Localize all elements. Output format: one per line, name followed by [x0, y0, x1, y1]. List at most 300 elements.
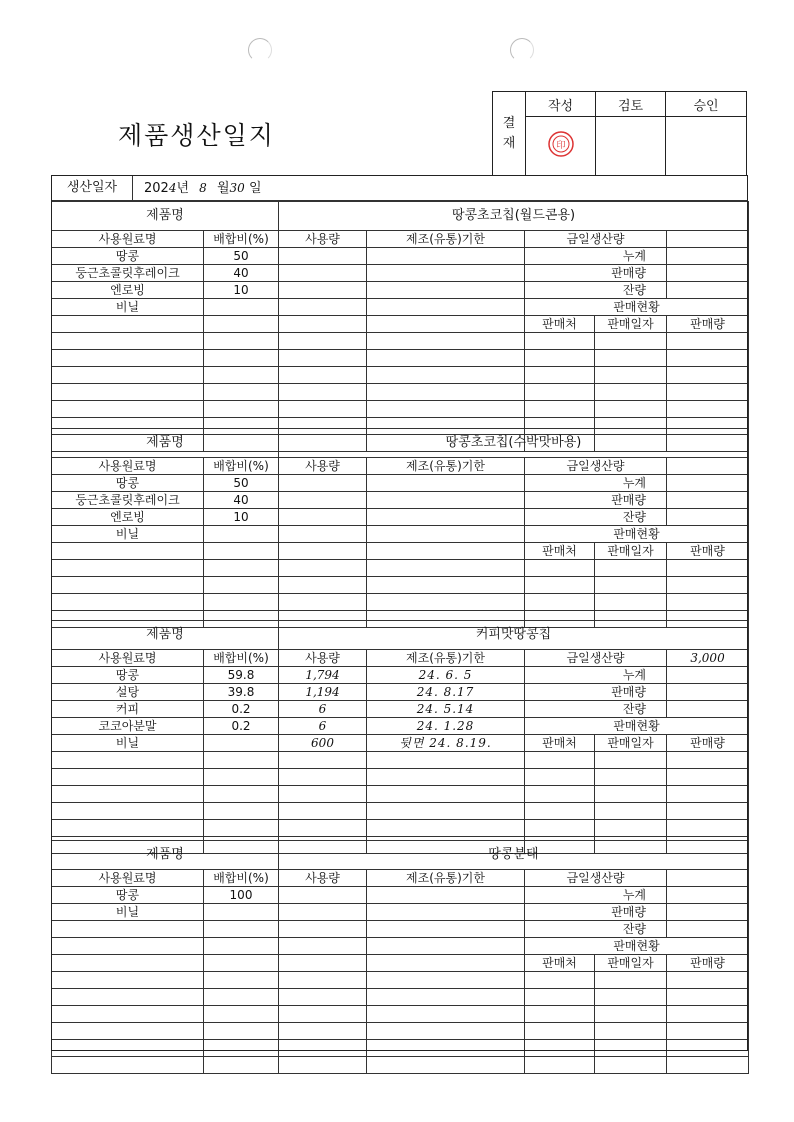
material-usage[interactable]: [279, 333, 367, 350]
cumulative-label: 누계: [525, 475, 667, 492]
daily-production-label: 금일생산량: [525, 231, 667, 248]
sale-qty-cell[interactable]: [667, 752, 749, 769]
date-day-unit: 일: [248, 181, 262, 196]
daily-production-value[interactable]: 3,000: [667, 650, 749, 667]
material-name[interactable]: 비닐: [52, 526, 204, 543]
material-usage[interactable]: [279, 526, 367, 543]
table-row: [52, 543, 749, 560]
seller-cell[interactable]: [525, 594, 595, 611]
material-name[interactable]: [52, 955, 204, 972]
material-name[interactable]: [52, 752, 204, 769]
seller-cell[interactable]: [525, 820, 595, 837]
material-name[interactable]: [52, 820, 204, 837]
material-expiry[interactable]: [367, 333, 525, 350]
table-row: [52, 401, 749, 418]
material-expiry[interactable]: [367, 820, 525, 837]
sale-qty-cell[interactable]: [667, 594, 749, 611]
material-ratio[interactable]: [204, 299, 279, 316]
table-row: [52, 820, 749, 837]
sales-status-label: 판매현황: [525, 938, 749, 955]
material-name[interactable]: [52, 594, 204, 611]
material-usage[interactable]: [279, 955, 367, 972]
sale-qty-cell[interactable]: [667, 384, 749, 401]
table-row: [52, 667, 749, 684]
material-expiry[interactable]: [367, 955, 525, 972]
material-ratio[interactable]: [204, 401, 279, 418]
material-expiry[interactable]: [367, 786, 525, 803]
material-ratio[interactable]: [204, 367, 279, 384]
seller-cell[interactable]: [525, 972, 595, 989]
sale-date-cell[interactable]: [595, 803, 667, 820]
sale-qty-cell[interactable]: [667, 989, 749, 1006]
sale-date-cell[interactable]: [595, 752, 667, 769]
material-usage[interactable]: [279, 367, 367, 384]
material-usage[interactable]: [279, 989, 367, 1006]
material-usage[interactable]: [279, 752, 367, 769]
material-ratio[interactable]: 40: [204, 492, 279, 509]
table-row: [52, 492, 749, 509]
material-usage[interactable]: [279, 384, 367, 401]
table-row: [52, 384, 749, 401]
material-expiry[interactable]: [367, 282, 525, 299]
material-ratio[interactable]: 0.2: [204, 701, 279, 718]
material-ratio[interactable]: [204, 938, 279, 955]
material-usage[interactable]: [279, 248, 367, 265]
material-name[interactable]: [52, 1006, 204, 1023]
sale-date-header: 판매일자: [595, 543, 667, 560]
sale-date-cell[interactable]: [595, 384, 667, 401]
product-name-value: 커피맛땅콩칩: [279, 621, 749, 650]
material-ratio[interactable]: [204, 904, 279, 921]
sale-date-cell[interactable]: [595, 972, 667, 989]
material-ratio[interactable]: [204, 316, 279, 333]
material-expiry[interactable]: [367, 475, 525, 492]
material-expiry[interactable]: 24. 6. 5: [367, 667, 525, 684]
material-usage[interactable]: [279, 1057, 367, 1074]
material-expiry[interactable]: [367, 543, 525, 560]
material-name[interactable]: [52, 1023, 204, 1040]
material-name[interactable]: [52, 316, 204, 333]
material-usage[interactable]: 1,194: [279, 684, 367, 701]
table-row: [52, 594, 749, 611]
col-usage: 사용량: [279, 870, 367, 887]
seal-stamp-icon: [546, 129, 576, 159]
sale-date-cell[interactable]: [595, 350, 667, 367]
material-name[interactable]: 땅콩: [52, 475, 204, 492]
summary-value[interactable]: [667, 904, 749, 921]
sale-date-cell[interactable]: [595, 577, 667, 594]
material-expiry[interactable]: [367, 350, 525, 367]
material-expiry[interactable]: [367, 1040, 525, 1057]
material-ratio[interactable]: [204, 786, 279, 803]
seller-cell[interactable]: [525, 560, 595, 577]
table-row: [52, 316, 749, 333]
material-usage[interactable]: [279, 1023, 367, 1040]
material-ratio[interactable]: [204, 384, 279, 401]
sale-qty-cell[interactable]: [667, 1040, 749, 1057]
material-name[interactable]: 둥근초콜릿후레이크: [52, 265, 204, 282]
material-name[interactable]: 둥근초콜릿후레이크: [52, 492, 204, 509]
material-ratio[interactable]: [204, 803, 279, 820]
col-ratio: 배합비(%): [204, 870, 279, 887]
material-usage[interactable]: [279, 904, 367, 921]
material-ratio[interactable]: [204, 1023, 279, 1040]
material-name[interactable]: 땅콩: [52, 667, 204, 684]
production-date-label: 생산일자: [52, 176, 133, 200]
material-expiry[interactable]: [367, 904, 525, 921]
material-name[interactable]: [52, 989, 204, 1006]
sale-date-cell[interactable]: [595, 786, 667, 803]
material-usage[interactable]: [279, 803, 367, 820]
sale-qty-cell[interactable]: [667, 769, 749, 786]
seller-cell[interactable]: [525, 786, 595, 803]
material-expiry[interactable]: [367, 401, 525, 418]
seller-cell[interactable]: [525, 577, 595, 594]
material-name[interactable]: 엔로빙: [52, 282, 204, 299]
sale-qty-cell[interactable]: [667, 786, 749, 803]
material-name[interactable]: 비닐: [52, 735, 204, 752]
table-row: [52, 701, 749, 718]
product-name-label: 제품명: [52, 841, 279, 870]
daily-production-label: 금일생산량: [525, 650, 667, 667]
approval-sign-review: [596, 117, 666, 176]
material-expiry[interactable]: [367, 938, 525, 955]
material-name[interactable]: [52, 1040, 204, 1057]
approval-sign-author: [526, 117, 596, 176]
sale-qty-cell[interactable]: [667, 1006, 749, 1023]
material-expiry[interactable]: [367, 803, 525, 820]
summary-value[interactable]: [667, 509, 749, 526]
product-name-label: 제품명: [52, 621, 279, 650]
table-row: [52, 560, 749, 577]
material-ratio[interactable]: 10: [204, 509, 279, 526]
material-usage[interactable]: [279, 282, 367, 299]
material-ratio[interactable]: 39.8: [204, 684, 279, 701]
material-expiry[interactable]: [367, 1057, 525, 1074]
seller-cell[interactable]: [525, 769, 595, 786]
product-name-label: 제품명: [52, 202, 279, 231]
material-name[interactable]: [52, 938, 204, 955]
sale-qty-cell[interactable]: [667, 560, 749, 577]
sale-date-cell[interactable]: [595, 594, 667, 611]
sale-qty-cell[interactable]: [667, 820, 749, 837]
material-name[interactable]: [52, 577, 204, 594]
summary-value[interactable]: [667, 887, 749, 904]
seller-cell[interactable]: [525, 350, 595, 367]
sale-qty-cell[interactable]: [667, 367, 749, 384]
material-name[interactable]: [52, 367, 204, 384]
material-usage[interactable]: [279, 769, 367, 786]
approval-label-1: 결: [502, 115, 516, 131]
seller-cell[interactable]: [525, 401, 595, 418]
material-usage[interactable]: [279, 509, 367, 526]
sale-date-cell[interactable]: [595, 1006, 667, 1023]
material-usage[interactable]: [279, 577, 367, 594]
material-usage[interactable]: [279, 299, 367, 316]
product-section-2: [51, 428, 749, 628]
col-usage: 사용량: [279, 458, 367, 475]
material-ratio[interactable]: [204, 1040, 279, 1057]
material-expiry[interactable]: [367, 560, 525, 577]
material-ratio[interactable]: 59.8: [204, 667, 279, 684]
approval-col-approve: 승인: [666, 92, 747, 117]
table-row: [52, 333, 749, 350]
material-expiry[interactable]: [367, 887, 525, 904]
table-row: [52, 955, 749, 972]
material-name[interactable]: 커피: [52, 701, 204, 718]
date-year-hw: 4: [168, 181, 177, 195]
col-raw-material: 사용원료명: [52, 650, 204, 667]
material-name[interactable]: [52, 350, 204, 367]
material-ratio[interactable]: [204, 769, 279, 786]
material-ratio[interactable]: [204, 1057, 279, 1074]
material-expiry[interactable]: [367, 1006, 525, 1023]
date-year-unit: 년: [176, 181, 190, 196]
material-name[interactable]: 설탕: [52, 684, 204, 701]
table-row: [52, 1023, 749, 1040]
sales-volume-label: 판매량: [525, 492, 667, 509]
material-expiry[interactable]: [367, 921, 525, 938]
material-name[interactable]: [52, 1057, 204, 1074]
material-ratio[interactable]: 50: [204, 248, 279, 265]
material-usage[interactable]: [279, 543, 367, 560]
material-ratio[interactable]: [204, 560, 279, 577]
sale-date-cell[interactable]: [595, 989, 667, 1006]
summary-value[interactable]: [667, 701, 749, 718]
sale-qty-cell[interactable]: [667, 577, 749, 594]
material-ratio[interactable]: 10: [204, 282, 279, 299]
material-usage[interactable]: [279, 820, 367, 837]
product-section-3: [51, 620, 749, 854]
summary-value[interactable]: [667, 684, 749, 701]
sale-date-cell[interactable]: [595, 769, 667, 786]
sale-date-cell[interactable]: [595, 333, 667, 350]
material-usage[interactable]: 6: [279, 701, 367, 718]
material-usage[interactable]: [279, 921, 367, 938]
sale-qty-cell[interactable]: [667, 803, 749, 820]
material-ratio[interactable]: [204, 752, 279, 769]
sale-qty-cell[interactable]: [667, 333, 749, 350]
material-usage[interactable]: [279, 1040, 367, 1057]
material-expiry[interactable]: 24. 1.28: [367, 718, 525, 735]
material-usage[interactable]: [279, 972, 367, 989]
sale-date-cell[interactable]: [595, 1023, 667, 1040]
material-name[interactable]: [52, 560, 204, 577]
table-row: [52, 248, 749, 265]
material-expiry[interactable]: [367, 509, 525, 526]
material-ratio[interactable]: 100: [204, 887, 279, 904]
material-ratio[interactable]: [204, 921, 279, 938]
daily-production-value[interactable]: [667, 458, 749, 475]
material-usage[interactable]: [279, 594, 367, 611]
table-row: [52, 265, 749, 282]
material-usage[interactable]: [279, 350, 367, 367]
material-ratio[interactable]: [204, 1006, 279, 1023]
material-expiry[interactable]: [367, 492, 525, 509]
sale-qty-header: 판매량: [667, 543, 749, 560]
material-usage[interactable]: [279, 265, 367, 282]
material-ratio[interactable]: [204, 333, 279, 350]
material-ratio[interactable]: [204, 543, 279, 560]
material-usage[interactable]: [279, 401, 367, 418]
material-name[interactable]: [52, 384, 204, 401]
product-section-4: [51, 840, 749, 1074]
seller-cell[interactable]: [525, 989, 595, 1006]
sale-qty-cell[interactable]: [667, 1023, 749, 1040]
approval-col-author: 작성: [526, 92, 596, 117]
seller-cell[interactable]: [525, 384, 595, 401]
seller-cell[interactable]: [525, 333, 595, 350]
production-date-value: [144, 176, 262, 200]
material-name[interactable]: [52, 543, 204, 560]
sale-date-cell[interactable]: [595, 820, 667, 837]
table-row: [52, 475, 749, 492]
daily-production-value[interactable]: [667, 231, 749, 248]
sale-qty-cell[interactable]: [667, 401, 749, 418]
material-expiry[interactable]: 뒷면 24. 8.19.: [367, 735, 525, 752]
material-expiry[interactable]: [367, 594, 525, 611]
sale-qty-cell[interactable]: [667, 350, 749, 367]
summary-value[interactable]: [667, 492, 749, 509]
summary-value[interactable]: [667, 921, 749, 938]
material-name[interactable]: [52, 786, 204, 803]
material-expiry[interactable]: [367, 265, 525, 282]
sale-date-cell[interactable]: [595, 401, 667, 418]
material-expiry[interactable]: [367, 248, 525, 265]
seller-cell[interactable]: [525, 1023, 595, 1040]
daily-production-label: 금일생산량: [525, 458, 667, 475]
seller-cell[interactable]: [525, 803, 595, 820]
daily-production-label: 금일생산량: [525, 870, 667, 887]
sale-date-cell[interactable]: [595, 1040, 667, 1057]
daily-production-value[interactable]: [667, 870, 749, 887]
material-usage[interactable]: 600: [279, 735, 367, 752]
table-row: [52, 526, 749, 543]
material-usage[interactable]: [279, 560, 367, 577]
table-row: [52, 1057, 749, 1074]
material-name[interactable]: [52, 333, 204, 350]
binder-hole-right: [510, 38, 534, 62]
material-name[interactable]: 코코아분말: [52, 718, 204, 735]
seller-cell[interactable]: [525, 1006, 595, 1023]
col-ratio: 배합비(%): [204, 650, 279, 667]
sales-volume-label: 판매량: [525, 265, 667, 282]
material-usage[interactable]: [279, 316, 367, 333]
sale-date-cell[interactable]: [595, 560, 667, 577]
material-ratio[interactable]: [204, 820, 279, 837]
material-ratio[interactable]: [204, 526, 279, 543]
material-usage[interactable]: [279, 938, 367, 955]
material-expiry[interactable]: [367, 526, 525, 543]
table-row: [52, 938, 749, 955]
material-ratio[interactable]: [204, 989, 279, 1006]
seller-cell[interactable]: [525, 752, 595, 769]
material-ratio[interactable]: 40: [204, 265, 279, 282]
material-expiry[interactable]: [367, 299, 525, 316]
material-ratio[interactable]: 50: [204, 475, 279, 492]
sale-date-cell[interactable]: [595, 1057, 667, 1074]
material-expiry[interactable]: [367, 577, 525, 594]
material-expiry[interactable]: [367, 316, 525, 333]
table-row: [52, 282, 749, 299]
material-name[interactable]: [52, 972, 204, 989]
sale-date-header: 판매일자: [595, 735, 667, 752]
summary-value[interactable]: [667, 265, 749, 282]
seller-cell[interactable]: [525, 1040, 595, 1057]
sale-qty-header: 판매량: [667, 316, 749, 333]
material-name[interactable]: [52, 921, 204, 938]
col-raw-material: 사용원료명: [52, 231, 204, 248]
material-name[interactable]: 비닐: [52, 299, 204, 316]
material-usage[interactable]: [279, 786, 367, 803]
material-name[interactable]: 엔로빙: [52, 509, 204, 526]
material-name[interactable]: [52, 769, 204, 786]
production-date-row: [51, 175, 748, 201]
remaining-label: 잔량: [525, 509, 667, 526]
col-expiry: 제조(유통)기한: [367, 870, 525, 887]
col-expiry: 제조(유통)기한: [367, 458, 525, 475]
cumulative-label: 누계: [525, 248, 667, 265]
summary-value[interactable]: [667, 667, 749, 684]
material-expiry[interactable]: [367, 769, 525, 786]
material-expiry[interactable]: [367, 384, 525, 401]
material-expiry[interactable]: [367, 367, 525, 384]
material-ratio[interactable]: [204, 594, 279, 611]
sale-date-header: 판매일자: [595, 955, 667, 972]
summary-value[interactable]: [667, 282, 749, 299]
summary-value[interactable]: [667, 248, 749, 265]
material-name[interactable]: 비닐: [52, 904, 204, 921]
material-expiry[interactable]: [367, 752, 525, 769]
seller-cell[interactable]: [525, 367, 595, 384]
material-usage[interactable]: [279, 1006, 367, 1023]
material-usage[interactable]: 6: [279, 718, 367, 735]
material-expiry[interactable]: [367, 989, 525, 1006]
sales-status-label: 판매현황: [525, 526, 749, 543]
material-usage[interactable]: [279, 887, 367, 904]
product-name-value: 땅콩분태: [279, 841, 749, 870]
remaining-label: 잔량: [525, 921, 667, 938]
material-ratio[interactable]: [204, 955, 279, 972]
material-name[interactable]: 땅콩: [52, 248, 204, 265]
material-name[interactable]: [52, 401, 204, 418]
material-ratio[interactable]: [204, 735, 279, 752]
material-ratio[interactable]: [204, 577, 279, 594]
col-ratio: 배합비(%): [204, 231, 279, 248]
material-usage[interactable]: [279, 475, 367, 492]
material-expiry[interactable]: 24. 5.14: [367, 701, 525, 718]
material-usage[interactable]: 1,794: [279, 667, 367, 684]
material-ratio[interactable]: [204, 972, 279, 989]
page-title: 제품생산일지: [118, 121, 275, 150]
material-expiry[interactable]: [367, 1023, 525, 1040]
material-usage[interactable]: [279, 492, 367, 509]
material-name[interactable]: [52, 803, 204, 820]
sale-qty-cell[interactable]: [667, 972, 749, 989]
summary-value[interactable]: [667, 475, 749, 492]
sale-date-cell[interactable]: [595, 367, 667, 384]
seller-cell[interactable]: [525, 1057, 595, 1074]
material-expiry[interactable]: 24. 8.17: [367, 684, 525, 701]
material-name[interactable]: 땅콩: [52, 887, 204, 904]
sale-qty-header: 판매량: [667, 735, 749, 752]
material-expiry[interactable]: [367, 972, 525, 989]
seller-header: 판매처: [525, 735, 595, 752]
material-ratio[interactable]: [204, 350, 279, 367]
sale-qty-cell[interactable]: [667, 1057, 749, 1074]
material-ratio[interactable]: 0.2: [204, 718, 279, 735]
approval-sign-approve: [666, 117, 747, 176]
